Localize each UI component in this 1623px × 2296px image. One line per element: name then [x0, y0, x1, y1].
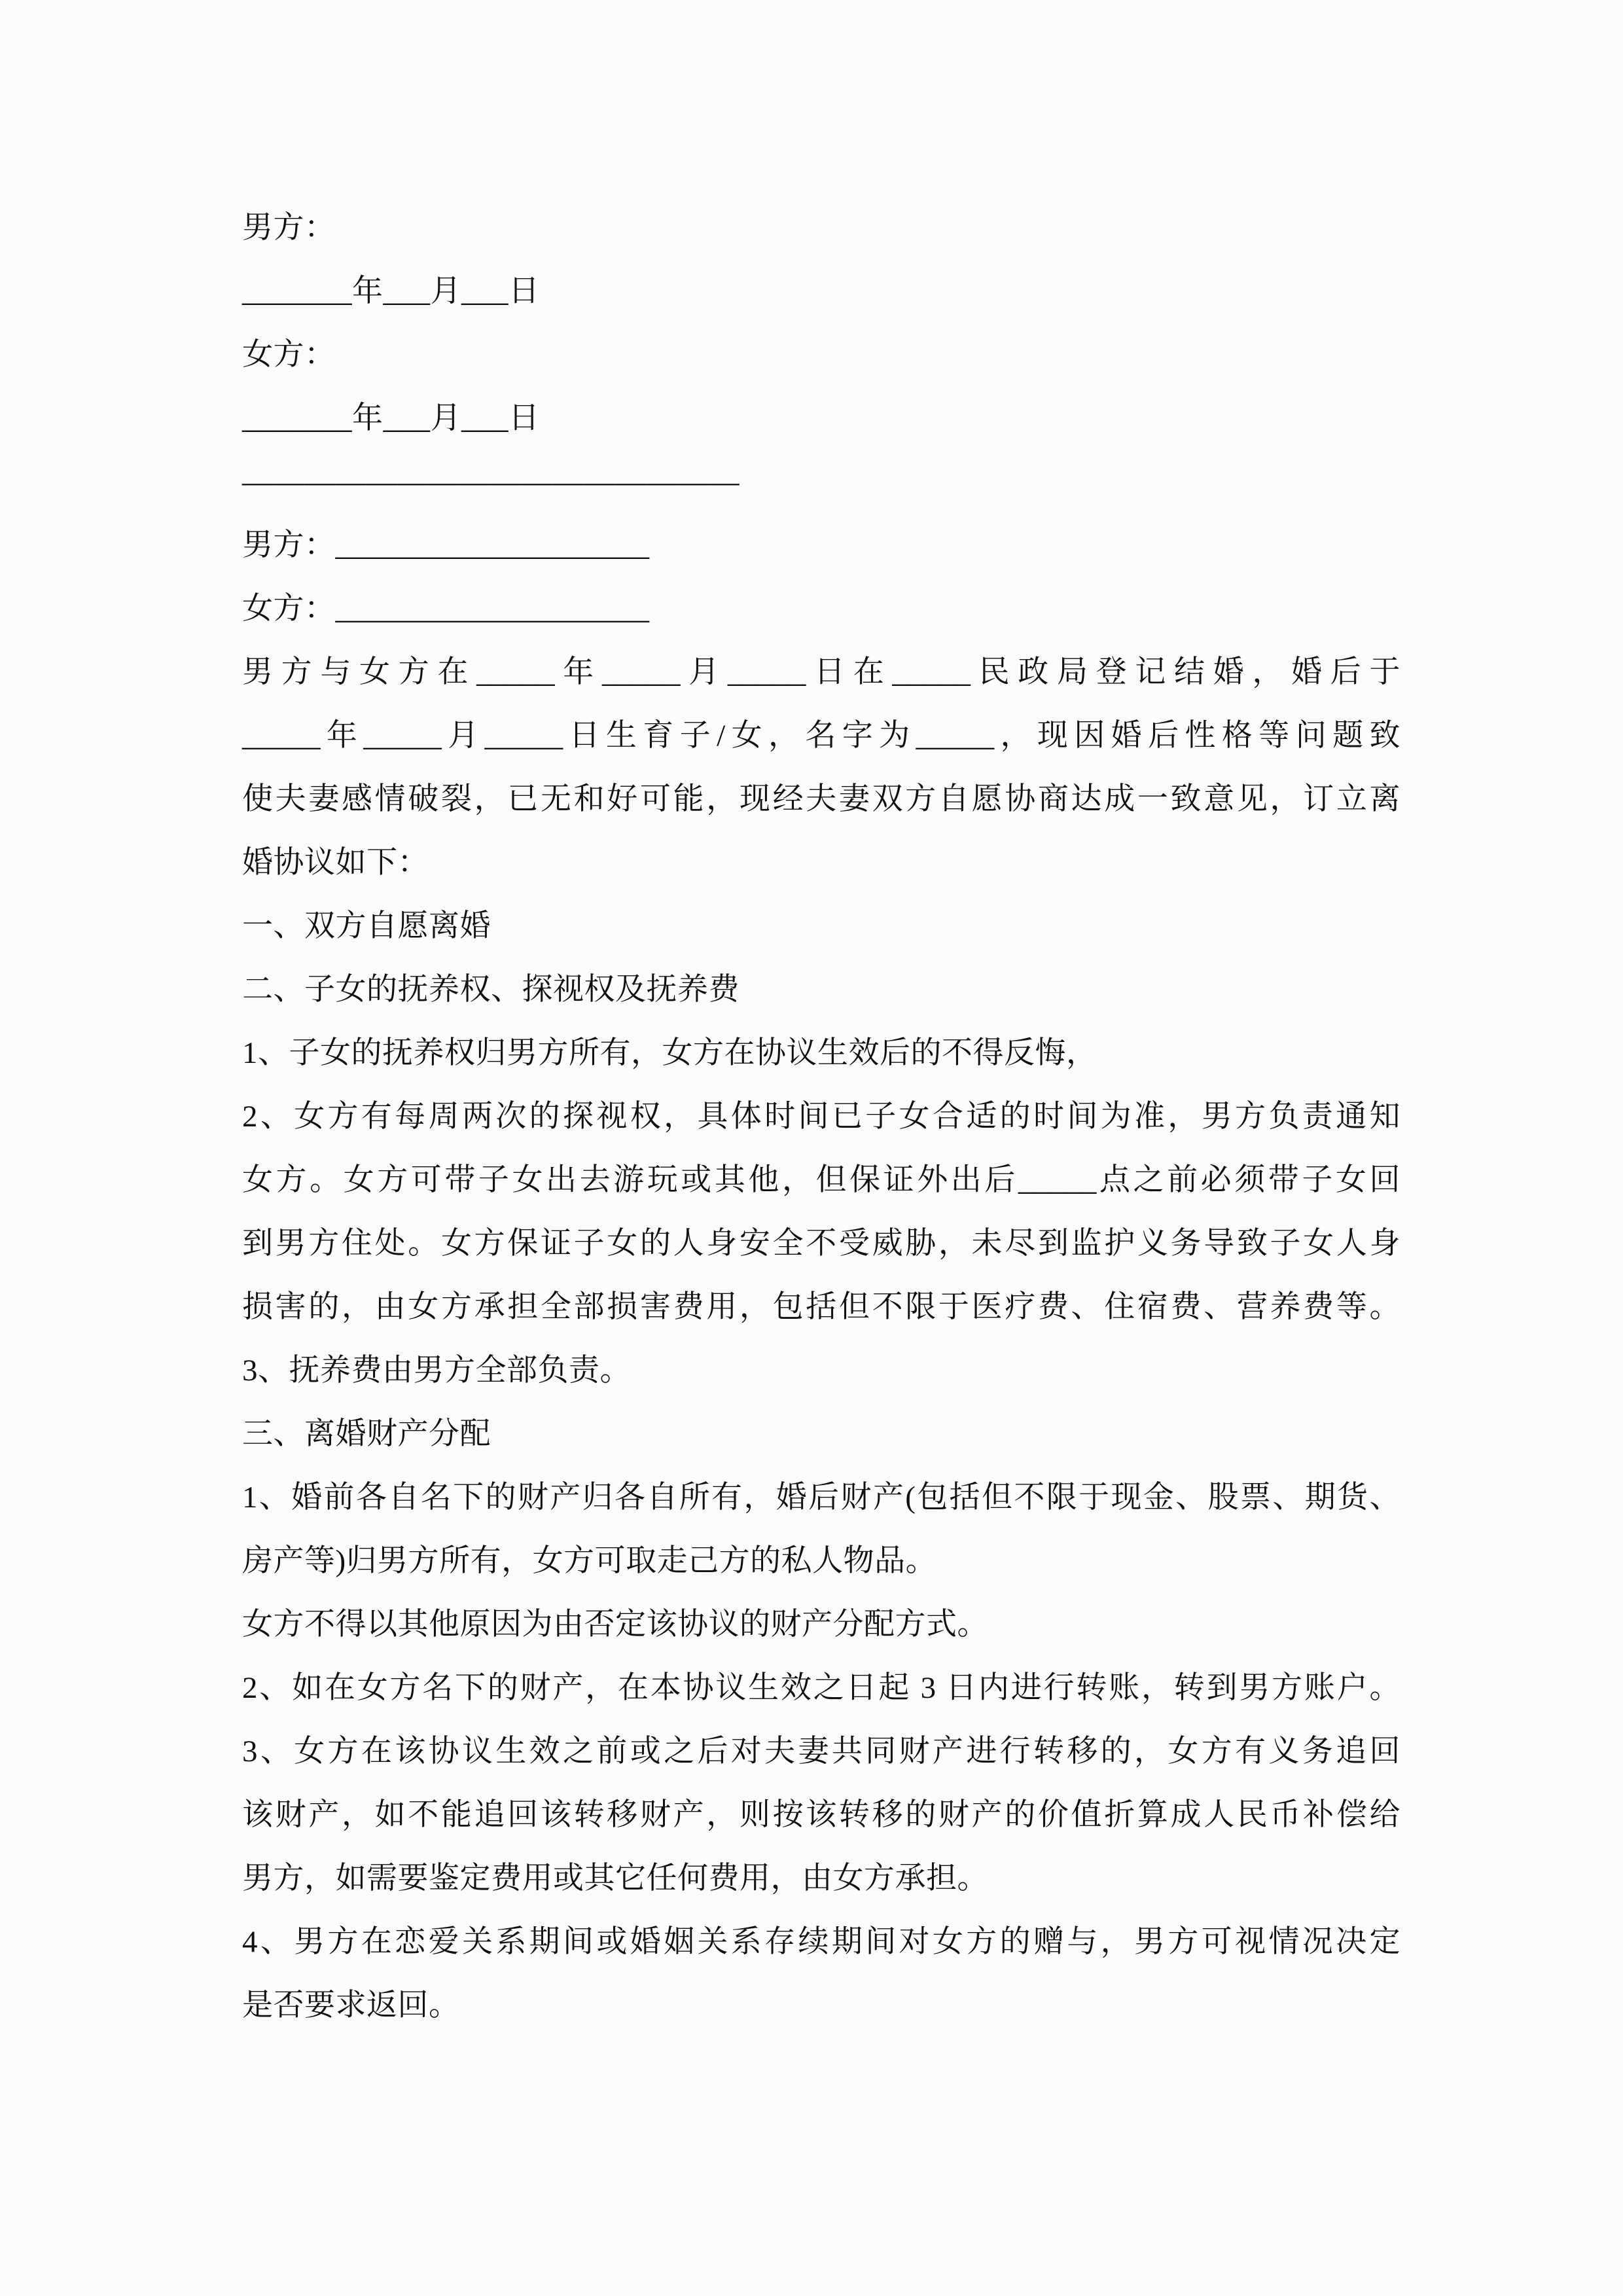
- clause-3-item-3-line-2: 该财产，如不能追回该转移财产，则按该转移的财产的价值折算成人民币补偿给: [242, 1798, 1400, 1832]
- clause-2-item-2-line-4: 损害的，由女方承担全部损害费用，包括但不限于医疗费、住宿费、营养费等。: [242, 1290, 1400, 1324]
- clause-2-title: 二、子女的抚养权、探视权及抚养费: [242, 973, 740, 1007]
- paragraph-marriage-registration: 男方与女方在_____年_____月_____日在_____民政局登记结婚，婚后于: [242, 655, 1400, 689]
- wife-name-blank: 女方：____________________: [242, 592, 650, 626]
- clause-3-item-3-line-1: 3、女方在该协议生效之前或之后对夫妻共同财产进行转移的，女方有义务追回: [242, 1734, 1400, 1768]
- paragraph-child-birth: _____年_____月_____日生育子/女，名字为_____，现因婚后性格等问题致: [242, 719, 1400, 753]
- husband-date-blank: _______年___月___日: [242, 274, 540, 308]
- clause-2-item-1: 1、子女的抚养权归男方所有，女方在协议生效后的不得反悔，: [242, 1036, 1097, 1070]
- clause-3-item-2: 2、如在女方名下的财产，在本协议生效之日起 3 日内进行转账，转到男方账户。: [242, 1671, 1400, 1705]
- divider-dashes: ————————————————: [242, 465, 740, 499]
- clause-3-item-1-line-3: 女方不得以其他原因为由否定该协议的财产分配方式。: [242, 1607, 988, 1641]
- paragraph-relationship-breakdown: 使夫妻感情破裂，已无和好可能，现经夫妻双方自愿协商达成一致意见，订立离: [242, 782, 1400, 816]
- clause-2-item-3: 3、抚养费由男方全部负责。: [242, 1354, 631, 1388]
- clause-3-item-4-line-2: 是否要求返回。: [242, 1988, 460, 2022]
- paragraph-agreement-intro: 婚协议如下：: [242, 846, 429, 880]
- clause-2-item-2-line-3: 到男方住处。女方保证子女的人身安全不受威胁，未尽到监护义务导致子女人身: [242, 1227, 1400, 1261]
- husband-label: 男方：: [242, 211, 336, 245]
- clause-3-item-1-line-1: 1、婚前各自名下的财产归各自所有，婚后财产(包括但不限于现金、股票、期货、: [242, 1480, 1400, 1515]
- clause-3-item-1-line-2: 房产等)归男方所有，女方可取走己方的私人物品。: [242, 1544, 937, 1578]
- clause-3-item-4-line-1: 4、男方在恋爱关系期间或婚姻关系存续期间对女方的赠与，男方可视情况决定: [242, 1925, 1400, 1959]
- wife-date-blank: _______年___月___日: [242, 401, 540, 435]
- clause-2-item-2-line-2: 女方。女方可带子女出去游玩或其他，但保证外出后_____点之前必须带子女回: [242, 1163, 1400, 1197]
- husband-name-blank: 男方：____________________: [242, 528, 650, 562]
- divorce-agreement-text: [242, 196, 1400, 2037]
- wife-label: 女方：: [242, 338, 336, 372]
- clause-3-title: 三、离婚财产分配: [242, 1417, 491, 1451]
- clause-2-item-2-line-1: 2、女方有每周两次的探视权，具体时间已子女合适的时间为准，男方负责通知: [242, 1100, 1400, 1134]
- clause-3-item-3-line-3: 男方，如需要鉴定费用或其它任何费用，由女方承担。: [242, 1861, 988, 1895]
- clause-1-title: 一、双方自愿离婚: [242, 909, 491, 943]
